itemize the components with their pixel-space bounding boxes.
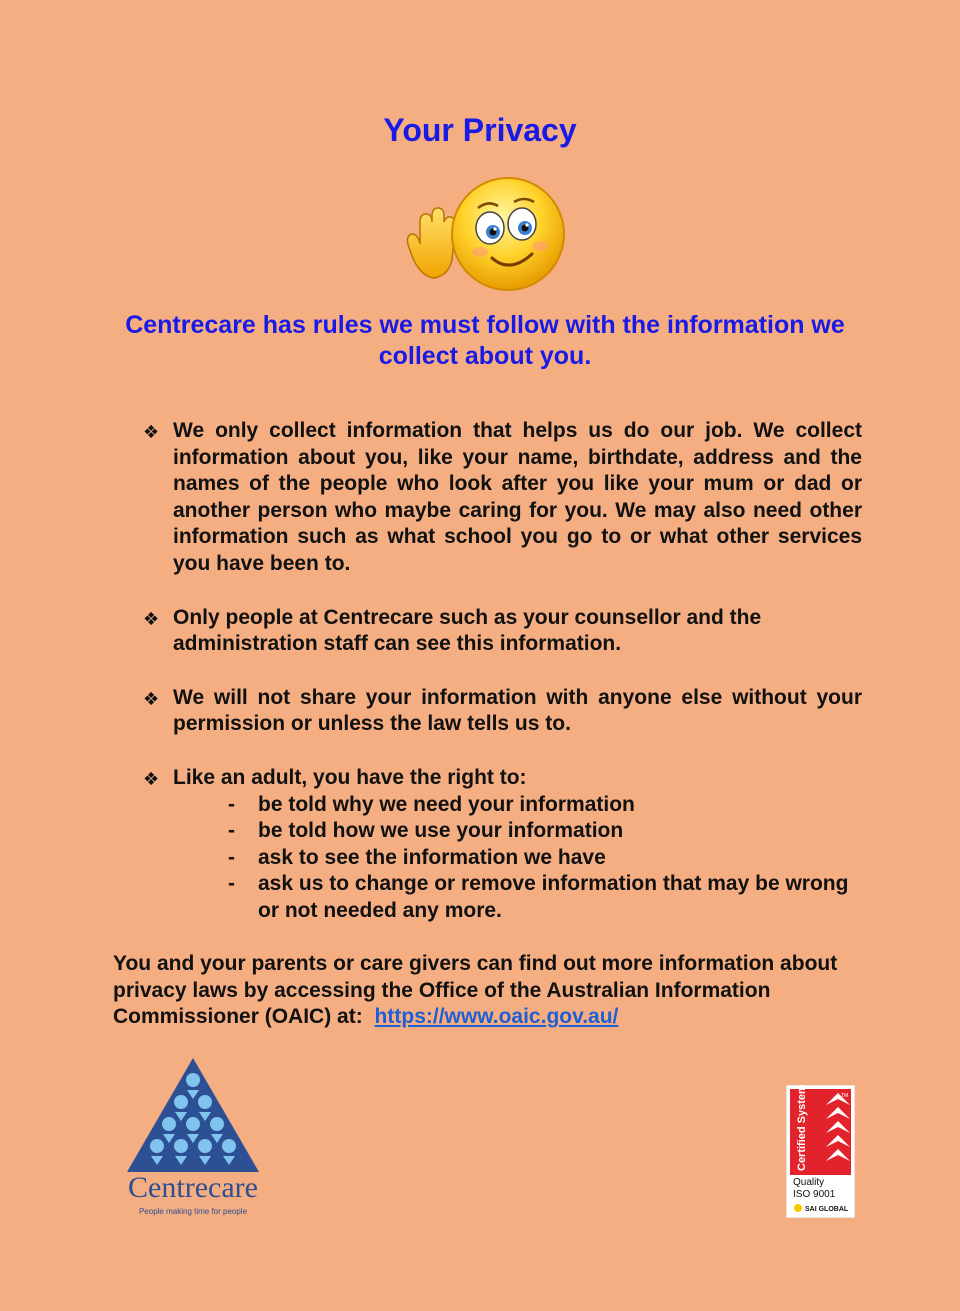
list-item-text: Like an adult, you have the right to: — [173, 765, 527, 789]
privacy-rules-list — [140, 418, 862, 952]
rights-item: - ask us to change or remove information that may be wrong or not needed any more. — [228, 872, 849, 922]
subtitle: Centrecare has rules we must follow with the information we collect about you. — [125, 311, 845, 370]
rights-item: - be told how we use your information — [228, 819, 624, 843]
list-item — [140, 605, 862, 658]
diamond-bullet-icon: ❖ — [143, 688, 160, 709]
cert-line1: Quality — [793, 1177, 825, 1188]
rights-item-text: be told how we use your information — [258, 819, 624, 843]
list-item-text: We only collect information that helps us do our job. We collect information about you, like your name, birthdate, address and the names of the people who look after you like your mum or dad or another person who maybe caring for you. We may also need other information such as what school you go to or what other services you have been to. — [173, 419, 862, 575]
rights-list — [173, 792, 862, 925]
rights-item: - be told why we need your information — [228, 792, 635, 816]
logo-name: Centrecare — [128, 1171, 258, 1204]
diamond-bullet-icon: ❖ — [143, 608, 160, 629]
cert-line2: ISO 9001 — [793, 1189, 836, 1200]
rights-item-text: ask us to change or remove information that may be wrong or not needed any more. — [258, 872, 849, 922]
centrecare-triangle-mark — [125, 1056, 261, 1174]
cert-brand: SAI GLOBAL — [805, 1206, 849, 1213]
rights-item-text: be told why we need your information — [258, 792, 635, 816]
list-item — [140, 418, 862, 578]
list-item — [140, 685, 862, 738]
cert-tm: TM — [841, 1093, 849, 1099]
list-item-text: We will not share your information with anyone else without your permission or unless the law tells us to. — [173, 685, 862, 736]
rights-item: - ask to see the information we have — [228, 845, 606, 869]
page-title: Your Privacy — [383, 112, 577, 148]
footer-paragraph: You and your parents or care givers can find out more information about privacy laws by accessing the Office of the Australian Information Commissioner (OAIC) at: — [113, 952, 838, 1029]
waving-smiley-icon — [398, 172, 570, 296]
diamond-bullet-icon: ❖ — [143, 768, 160, 789]
cert-vertical-text: Certified System — [796, 1085, 808, 1171]
rights-item-text: ask to see the information we have — [258, 845, 606, 869]
footer-text — [113, 951, 873, 1031]
list-item-text: Only people at Centrecare such as your counsellor and the administration staff can see this information. — [173, 605, 762, 656]
list-item — [140, 765, 862, 925]
centrecare-logo — [113, 1056, 273, 1216]
oaic-link[interactable]: https://www.oaic.gov.au/ — [374, 1005, 619, 1029]
certified-system-badge — [786, 1085, 855, 1218]
diamond-bullet-icon: ❖ — [143, 422, 160, 442]
logo-tagline: People making time for people — [138, 1207, 248, 1216]
